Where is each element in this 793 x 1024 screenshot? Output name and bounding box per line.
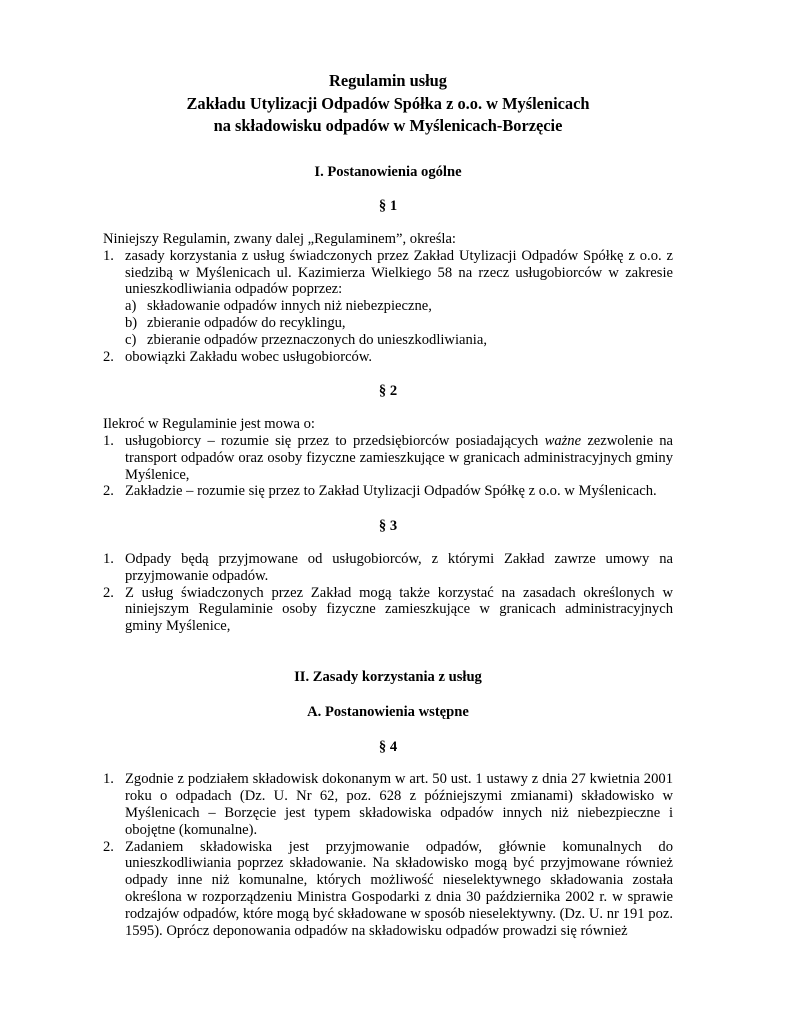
list-item bbox=[103, 585, 673, 635]
list-item-emphasis: ważne bbox=[544, 433, 582, 450]
list-item-number: 1. bbox=[103, 433, 114, 450]
list-item bbox=[103, 248, 673, 298]
sub-list-item-text: składowanie odpadów innych niż niebezpieczne, bbox=[147, 298, 432, 315]
title-line-1: Regulamin usług bbox=[329, 71, 447, 90]
list-item bbox=[103, 349, 673, 366]
list-item bbox=[103, 551, 673, 585]
sub-list-item-letter: c) bbox=[125, 331, 137, 348]
section-2-heading: II. Zasady korzystania z usług bbox=[294, 669, 482, 686]
list-item-text: Odpady będą przyjmowane od usługobiorców, z którymi Zakład zawrze umowy na przyjmowanie odpadów. bbox=[125, 551, 673, 584]
list-item bbox=[103, 771, 673, 838]
list-item bbox=[103, 433, 673, 483]
list-item-text-after: zezwolenie na transport odpadów oraz osoby fizyczne zamieszkujące w granicach administracyjnych gminy Myślenice, bbox=[125, 433, 673, 483]
list-item-number: 1. bbox=[103, 771, 114, 788]
list-item-text: obowiązki Zakładu wobec usługobiorców. bbox=[125, 348, 373, 365]
list-item-number: 2. bbox=[103, 584, 114, 601]
sub-list-item-text: zbieranie odpadów przeznaczonych do unieszkodliwiania, bbox=[147, 331, 487, 348]
list-item-text-before: usługobiorcy – rozumie się przez to przedsiębiorców posiadających bbox=[125, 433, 545, 450]
sub-list-item-letter: a) bbox=[125, 298, 137, 315]
list-item-number: 1. bbox=[103, 551, 114, 568]
list-item-text: Zadaniem składowiska jest przyjmowanie odpadów, głównie komunalnych do unieszkodliwiania poprzez składowanie. Na składowisko mogą być przyjmowane również odpady inne niż komunalne, których możliwość nieselektywnego składowania została określona w rozporządzeniu Ministra Gospodarki z dnia 30 października 2002 r. w sprawie rodzajów odpadów, które mogą być składowane w sposób nieselektywny. (Dz. U. nr 191 poz. 1595). Oprócz deponowania odpadów na składowisku odpadów prowadzi się również bbox=[125, 838, 673, 939]
document-title bbox=[103, 70, 673, 138]
list-item-number: 1. bbox=[103, 247, 114, 264]
list-item-number: 2. bbox=[103, 483, 114, 500]
paragraph-sign-4: § 4 bbox=[378, 738, 398, 755]
sub-list-item-letter: b) bbox=[125, 315, 138, 332]
section-2-subheading: A. Postanowienia wstępne bbox=[307, 703, 469, 720]
title-line-3: na składowisku odpadów w Myślenicach-Borzęcie bbox=[213, 116, 563, 135]
list-item-text: Zakładzie – rozumie się przez to Zakład Utylizacji Odpadów Spółkę z o.o. w Myślenicach. bbox=[125, 483, 657, 500]
list-item bbox=[103, 839, 673, 940]
sub-list-item bbox=[103, 315, 673, 332]
paragraph-sign-2: § 2 bbox=[378, 383, 398, 400]
list-item-text: zasady korzystania z usług świadczonych przez Zakład Utylizacji Odpadów Spółkę z o.o. z siedzibą w Myślenicach ul. Kazimierza Wielkiego 58 na rzecz usługobiorców w zakresie unieszkodliwiania odpadów poprzez: bbox=[125, 247, 673, 298]
paragraph-1-intro: Niniejszy Regulamin, zwany dalej „Regulaminem”, określa: bbox=[103, 231, 456, 248]
title-line-2: Zakładu Utylizacji Odpadów Spółka z o.o. w Myślenicach bbox=[186, 93, 590, 113]
document-content bbox=[103, 70, 673, 939]
paragraph-sign-3: § 3 bbox=[378, 518, 398, 535]
sub-list-item-text: zbieranie odpadów do recyklingu, bbox=[147, 315, 346, 332]
list-item-text: Zgodnie z podziałem składowisk dokonanym w art. 50 ust. 1 ustawy z dnia 27 kwietnia 2001 roku o odpadach (Dz. U. Nr 62, poz. 628 z późniejszymi zmianami) składowisko w Myślenicach – Borzęcie jest typem składowiska odpadów innych niż niebezpieczne i obojętne (komunalne). bbox=[125, 771, 673, 838]
sub-list-item bbox=[103, 332, 673, 349]
paragraph-2-intro: Ilekroć w Regulaminie jest mowa o: bbox=[103, 416, 315, 433]
list-item bbox=[103, 483, 673, 500]
paragraph-sign-1: § 1 bbox=[378, 198, 398, 215]
list-item-text: Z usług świadczonych przez Zakład mogą także korzystać na zasadach określonych w niniejszym Regulaminie osoby fizyczne zamieszkujące w granicach administracyjnych gminy Myślenice, bbox=[125, 584, 673, 635]
list-item-number: 2. bbox=[103, 838, 114, 855]
list-item-number: 2. bbox=[103, 348, 114, 365]
sub-list-item bbox=[103, 298, 673, 315]
section-1-heading: I. Postanowienia ogólne bbox=[314, 163, 462, 180]
